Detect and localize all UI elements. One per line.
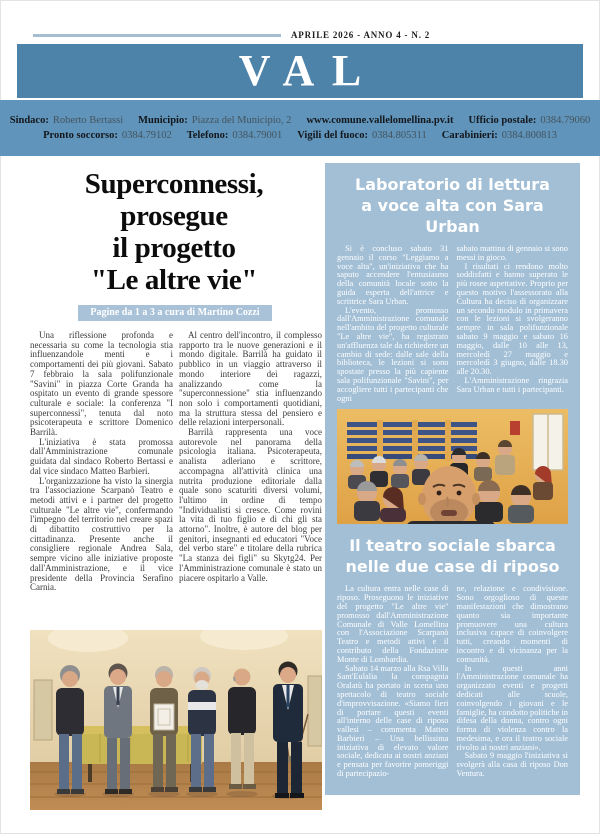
conference-photo-illustration	[30, 630, 322, 810]
contact-carabinieri: Carabinieri: 0384.800813	[441, 130, 557, 141]
reading-workshop-photo-illustration	[337, 409, 568, 524]
article-paragraph: L'iniziativa è stata promossa dall'Amministrazione comunale guidata dal sindaco Roberto Bertassi e dal vice sindaco Matteo Barbieri.	[30, 436, 173, 476]
section2-title: Il teatro sociale sbarca nelle due case di riposo	[345, 536, 560, 577]
article-paragraph: Al centro dell'incontro, il complesso rapporto tra le nuove generazioni e il mondo digitale. Barrilà ha guidato il pubblico in un viaggio attraverso il mondo interiore dei ragazzi, analizzando come la "superconnessione" stia influenzando non solo i comportamenti quotidiani, ma la struttura stessa del pensiero e delle relazioni interpersonali.	[179, 331, 322, 428]
masthead-banner	[17, 44, 583, 98]
section1-column-1	[337, 245, 449, 403]
article-paragraph: L'Amministrazione ringrazia Sara Urban e tutti i partecipanti.	[456, 375, 568, 394]
section2-column-1	[337, 585, 449, 779]
contact-row	[0, 130, 600, 141]
section1-column-2	[457, 245, 569, 403]
article-column-2	[179, 331, 322, 624]
article-paragraph: Barrilà rappresenta una voce autorevole nel panorama della psicologia italiana. Psicoterapeuta, analista adleriano e scrittore, accompagna all'attività clinica una nutrita produzione editoriale dalla quale sono scaturiti diversi volumi, l'ultimo in ordine di tempo "Individualisti si cresce. Come rovini la vita di tuo figlio e di chi gli sta attorno". Inoltre, è autore del blog per genitori, insegnanti ed educatori "Voce del verbo stare" e titolare della rubrica "La stanza dei figli" su Skytg24. Per l'Amministrazione comunale è stato un piacere ospitarlo a Valle.	[179, 427, 322, 583]
contact-telefono: Telefono: 0384.79001	[186, 130, 283, 141]
reading-workshop-photo	[337, 409, 568, 524]
article-paragraph: La cultura entra nelle case di riposo. Proseguono le iniziative del progetto "Le altre vie" promosso dall'Amministrazione Comunale di Valle Lomellina con l'Associazione Scarpanò Teatro e metodi attivi e il contributo della Fondazione Monte di Lombardia.	[337, 584, 449, 664]
article-paragraph: Sabato 9 maggio l'iniziativa si svolgerà alla casa di riposo Don Ventura.	[456, 751, 568, 779]
section2-column-2	[457, 585, 569, 779]
right-panel	[325, 163, 580, 795]
issue-row	[33, 30, 567, 40]
issue-line: APRILE 2026 - ANNO 4 - N. 2	[291, 30, 431, 40]
article-paragraph: sabato mattina di gennaio si sono messi in gioco.	[456, 244, 568, 262]
article-paragraph: Sabato 14 marzo alla Rsa Villa Sant'Eulalia la compagnia Oralatù ha portato in scena uno spettacolo di teatro sociale d'improvvisazione. «Siamo fieri di portare questi eventi all'interno delle case di riposo vallesi – commenta Matteo Barbieri – Una bellissima iniziativa di elevato valore sociale, dedicata ai nostri anziani e pensata per favorire pomeriggi di partecipazio-	[337, 663, 449, 779]
byline-badge: Pagine da 1 a 3 a cura di Martino Cozzi	[28, 302, 322, 321]
article-paragraph: I risultati ci rendono molto soddisfatti e hanno superato le più rosee aspettative. Proprio per questo motivo l'assessorato alla Cultura ha deciso di organizzare un secondo modulo in primavera con le lezioni si svolgeranno sempre in sala polifunzionale sabato 9 maggio e sabato 16 maggio, dalle 10 alle 13, mercoledì 27 maggio e mercoledì 3 giugno, dalle 18.30 alle 20.30.	[456, 261, 568, 377]
article-paragraph: L'evento, promosso dall'Amministrazione comunale nell'ambito del progetto culturale "Le altre vie", ha registrato un'affluenza tale da richiedere un cambio di sede: dalle sale della biblioteca, le lezioni si sono spostate presso la più capiente sala polifunzionale "Savini", per accogliere tutti i partecipanti che ogni	[337, 305, 449, 403]
section1-columns	[337, 245, 568, 403]
article-headline: Superconnessi, prosegue il progetto "Le altre vie"	[84, 168, 264, 296]
article-paragraph: Si è concluso sabato 31 gennaio il corso "Leggiamo a voce alta", un'iniziativa che ha saputo accendere l'entusiasmo della comunità locale sotto la guida esperta dell'attrice e scrittrice Sara Urban.	[337, 244, 449, 306]
contact-municipio: Municipio: Piazza del Municipio, 2	[138, 115, 292, 126]
masthead-rule	[33, 34, 281, 37]
contact-pronto-soccorso: Pronto soccorso: 0384.79102	[43, 130, 172, 141]
contact-row	[0, 115, 600, 126]
contact-vigili: Vigili del fuoco: 0384.805311	[297, 130, 427, 141]
article-column-1	[30, 331, 173, 624]
contact-ufficio-postale: Ufficio postale: 0384.79060	[468, 115, 591, 126]
newspaper-title: VAL	[238, 46, 379, 95]
conference-photo	[30, 630, 322, 810]
article-paragraph: In questi anni l'Amministrazione comunale ha organizzato eventi e progetti dedicati alle scuole, coinvolgendo i giovani e le famiglie, ha condotto politiche in difesa della donna, contro ogni forma di violenza contro la medesima, e ora il teatro sociale rivolto ai nostri anziani».	[456, 663, 568, 752]
contact-sindaco: Sindaco: Roberto Bertassi	[9, 115, 124, 126]
section2-columns	[337, 585, 568, 779]
article-paragraph: L'organizzazione ha visto la sinergia tra l'associazione Scarpanò Teatro e metodi attivi e i partner del progetto culturale "Le altre vie", confermando l'impegno del territorio nel creare spazi di dibattito costruttivo per la cittadinanza. Presente anche il consigliere regionale Andrea Sala, sempre vicino alle iniziative proposte dall'Amministrazione, e il vice presidente della Provincia Serafino Carnia.	[30, 475, 173, 593]
website-link[interactable]: www.comune.vallelomellina.pv.it	[306, 115, 454, 126]
article-paragraph: Una riflessione profonda e necessaria su come la tecnologia stia influenzandole menti e i comportamenti dei più giovani. Sabato 7 febbraio la sala polifunzionale "Savini" in piazza Corte Granda ha ospitato un evento di grande spessore culturale e sociale: la conferenza "I superconnessi", tenuta dal noto psicoterapeuta e scrittore Domenico Barrilà.	[30, 331, 173, 438]
contact-infobar	[0, 100, 600, 156]
section1-title: Laboratorio di lettura a voce alta con Sara Urban	[355, 175, 550, 236]
article-paragraph: ne, relazione e condivisione. Sono orgoglioso di queste manifestazioni che dimostrano quanto sia importante promuovere una cultura inclusiva capace di coinvolgere tutti, creando momenti di incontro e di vicinanza per la comunità.	[456, 584, 568, 664]
